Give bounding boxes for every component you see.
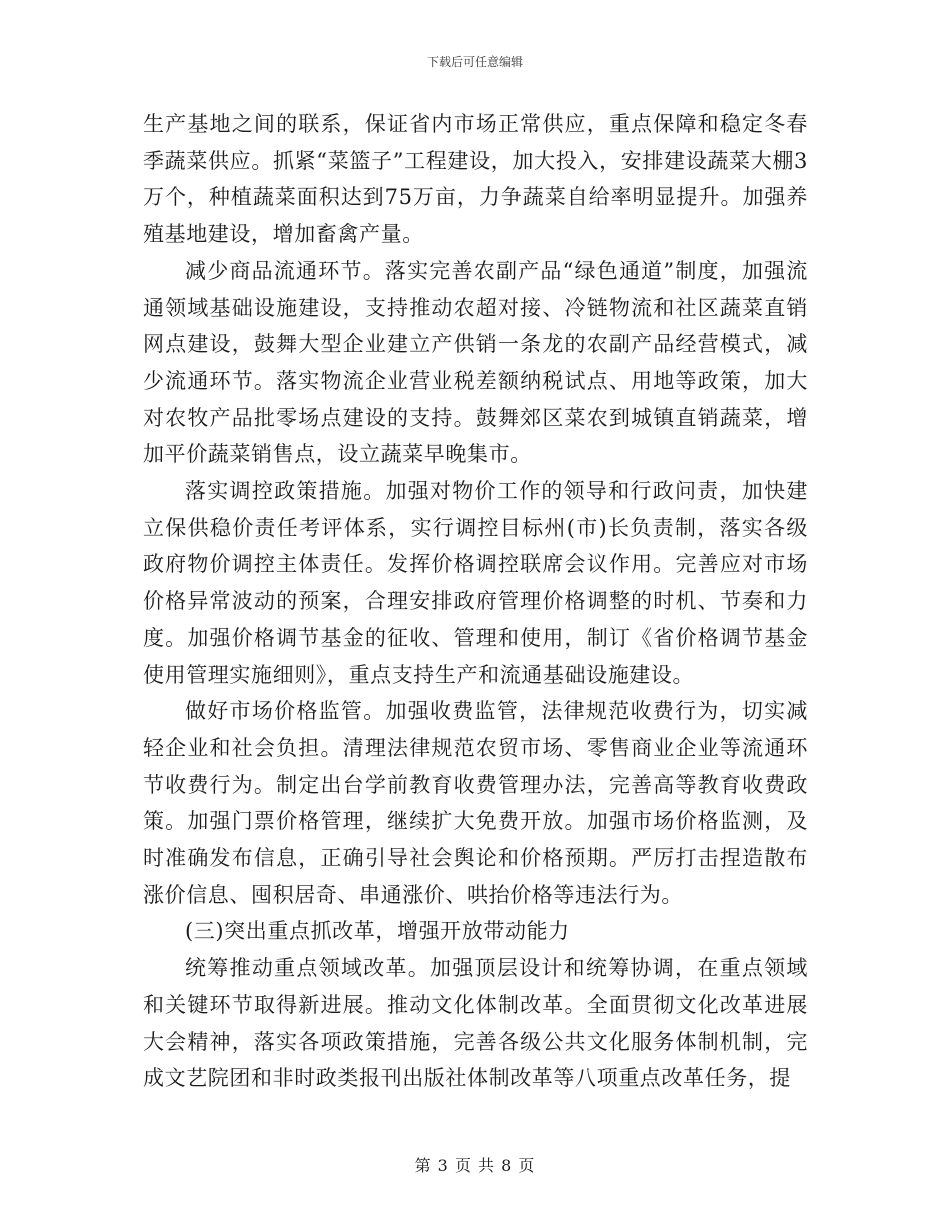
- paragraph-continuation: 生产基地之间的联系，保证省内市场正常供应，重点保障和稳定冬春季蔬菜供应。抓紧“菜篮子”工程建设，加大投入，安排建设蔬菜大棚3万个，种植蔬菜面积达到75万亩，力争蔬菜自给率明显提升。加强养殖基地建设，增加畜禽产量。: [143, 112, 808, 247]
- section-heading: (三)突出重点抓改革，增强开放带动能力: [185, 919, 570, 944]
- page-number: 第 3 页 共 8 页: [414, 1156, 536, 1175]
- page-header: 下载后可任意编辑: [426, 55, 523, 69]
- document-body: [143, 106, 808, 1097]
- paragraph-regulation-measures: 落实调控政策措施。加强对物价工作的领导和行政问责，加快建立保供稳价责任考评体系，实行调控目标州(市)长负责制，落实各级政府物价调控主体责任。发挥价格调控联席会议作用。完善应对市场价格异常波动的预案，合理安排政府管理价格调整的时机、节奏和力度。加强价格调节基金的征收、管理和使用，制订《省价格调节基金使用管理实施细则》，重点支持生产和流通基础设施建设。: [143, 479, 808, 687]
- paragraph-reduce-circulation: 减少商品流通环节。落实完善农副产品“绿色通道”制度，加强流通领域基础设施建设，支持推动农超对接、冷链物流和社区蔬菜直销网点建设，鼓舞大型企业建立产供销一条龙的农副产品经营模式，减少流通环节。落实物流企业营业税差额纳税试点、用地等政策，加大对农牧产品批零场点建设的支持。鼓舞郊区菜农到城镇直销蔬菜，增加平价蔬菜销售点，设立蔬菜早晚集市。: [143, 258, 808, 467]
- paragraph-price-supervision: 做好市场价格监管。加强收费监管，法律规范收费行为，切实减轻企业和社会负担。清理法律规范农贸市场、零售商业企业等流通环节收费行为。制定出台学前教育收费管理办法，完善高等教育收费政策。加强门票价格管理，继续扩大免费开放。加强市场价格监测，及时准确发布信息，正确引导社会舆论和价格预期。严厉打击捏造散布涨价信息、囤积居奇、串通涨价、哄抬价格等违法行为。: [143, 699, 808, 907]
- paragraph-reform: 统筹推动重点领域改革。加强顶层设计和统筹协调，在重点领域和关键环节取得新进展。推动文化体制改革。全面贯彻文化改革进展大会精神，落实各项政策措施，完善各级公共文化服务体制机制，完成文艺院团和非时政类报刊出版社体制改革等八项重点改革任务，提: [143, 956, 808, 1091]
